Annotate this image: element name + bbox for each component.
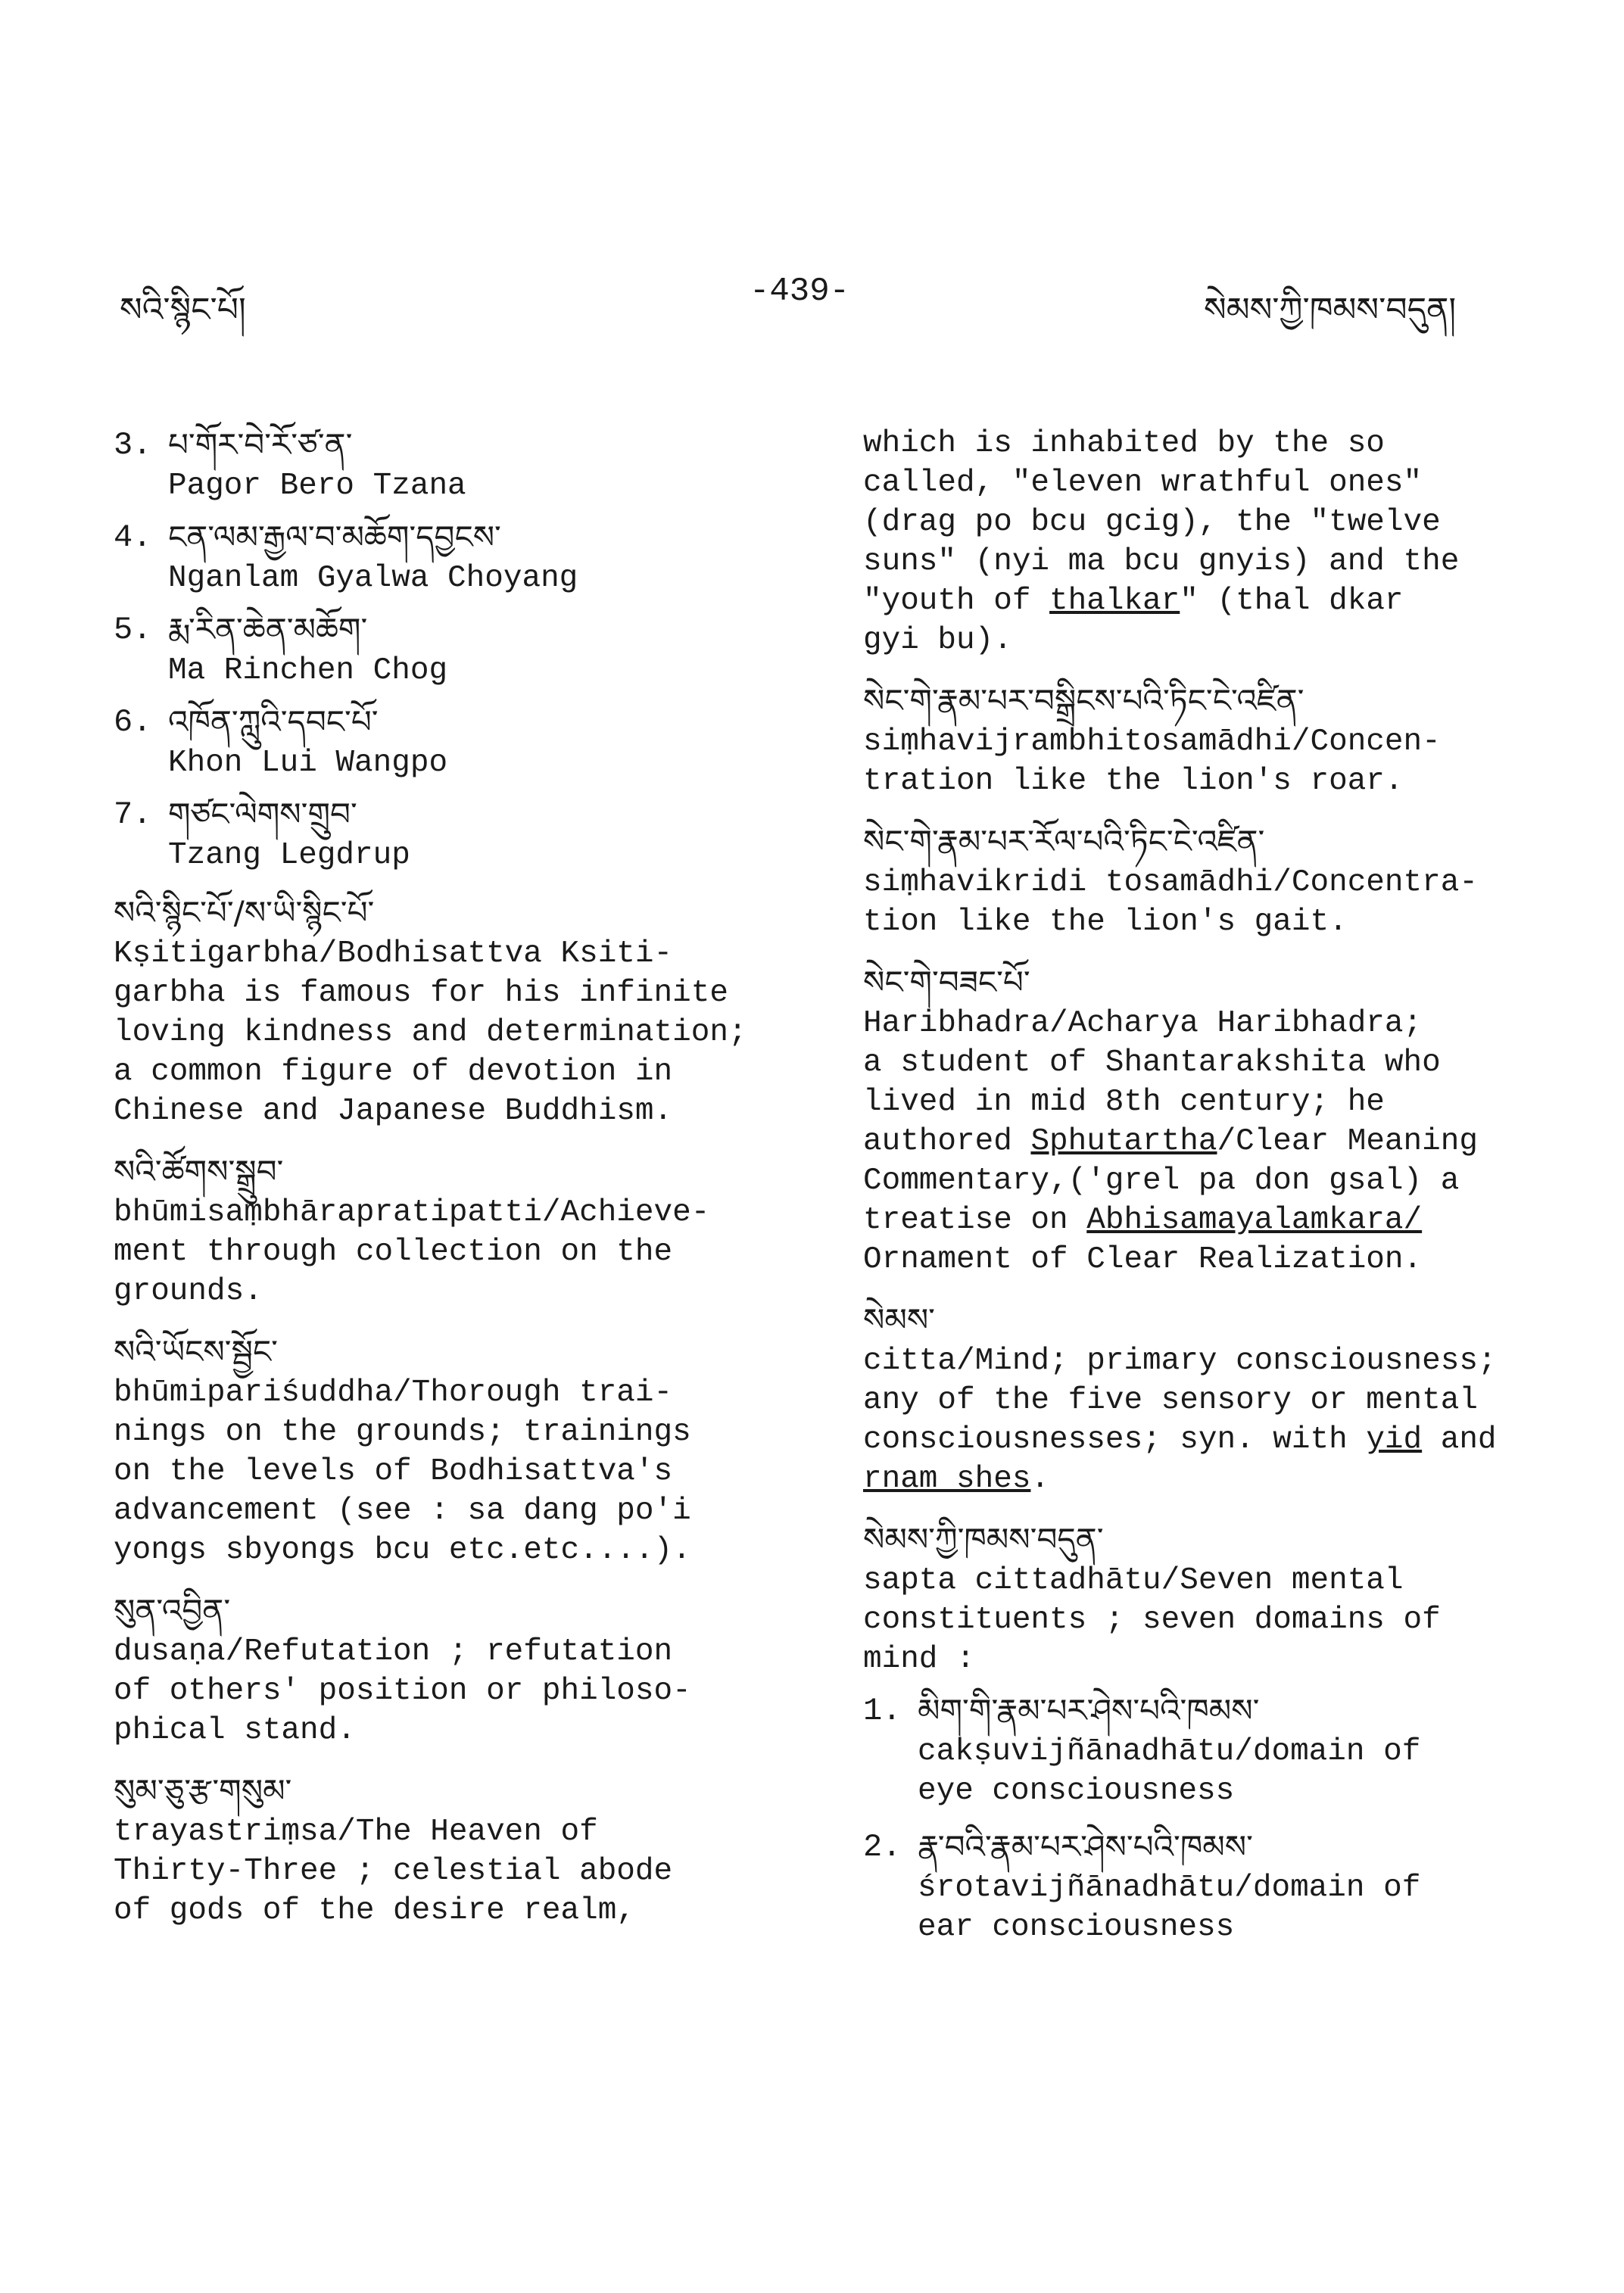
underlined-term: Sphutartha — [1030, 1124, 1217, 1159]
text-segment: " (thal dkar gyi bu). — [863, 584, 1404, 658]
continuation-text — [863, 424, 1529, 660]
definition: siṃhavikridi tosamādhi/Concentra- tion like the lion's gait. — [863, 865, 1478, 939]
underlined-term: rnam shes — [863, 1462, 1031, 1497]
english-name: Khon Lui Wangpo — [168, 746, 448, 780]
text-segment: and — [1440, 1422, 1497, 1457]
item-number: 1. — [863, 1693, 902, 1729]
left-column — [114, 424, 787, 1950]
glossary-entry — [863, 821, 1529, 942]
header-right-title: སེམས་ཀྱི་ཁམས་བདུན། — [1204, 291, 1457, 329]
glossary-entry — [114, 1151, 787, 1311]
definition: bhūmipariśuddha/Thorough trai- nings on the grounds; trainings on the levels of Bodhisattva's advancement (see : sa dang po'i yongs sbyongs bcu etc.etc....). — [114, 1375, 691, 1568]
tibetan-term: རྣ་བའི་རྣམ་པར་ཤེས་པའི་ཁམས་ — [918, 1828, 1253, 1865]
item-number: 3. — [114, 427, 152, 463]
text-segment: /Clear Meaning Commentary,('grel pa don gsal) a treatise on — [863, 1124, 1478, 1238]
tibetan-term: ངན་ལམ་རྒྱལ་བ་མཆོག་དབྱངས་ — [168, 519, 501, 556]
list-item — [863, 1690, 1529, 1811]
glossary-entry — [114, 1331, 787, 1570]
list-item — [114, 701, 787, 783]
item-number: 2. — [863, 1829, 902, 1865]
definition: trayastriṃsa/The Heaven of Thirty-Three ; celestial abode of gods of the desire realm, — [114, 1815, 673, 1928]
text-segment: which is inhabited by the so called, "eleven wrathful ones" (drag po bcu gcig), the "twelve suns" (nyi ma bcu gnyis) and the "youth of — [863, 426, 1460, 618]
glossary-entry — [863, 1299, 1529, 1499]
tibetan-term: པ་གོར་བེ་རོ་ཙ་ན་ — [168, 426, 353, 463]
tibetan-term: སུན་འབྱིན་ — [114, 1592, 231, 1629]
definition: dusaṇa/Refutation ; refutation of others' position or philoso- phical stand. — [114, 1634, 691, 1748]
text-segment: . — [1030, 1462, 1050, 1497]
right-column — [863, 424, 1529, 1947]
definition: siṃhavijrambhitosamādhi/Concen- tration like the lion's roar. — [863, 724, 1441, 799]
glossary-entry — [863, 680, 1529, 801]
underlined-term: thalkar — [1049, 584, 1180, 618]
tibetan-term: སེང་གེ་རྣམ་པར་བསྒྲིངས་པའི་ཏིང་ངེ་འཛིན་ — [863, 682, 1304, 719]
tibetan-term: སའི་ཡོངས་སྦྱོང་ — [114, 1333, 278, 1370]
item-number: 4. — [114, 519, 152, 556]
tibetan-term: སུམ་ཅུ་རྩ་གསུམ་ — [114, 1772, 292, 1809]
tibetan-term: འཁོན་ཀླུའི་དབང་པོ་ — [168, 703, 379, 740]
list-item — [114, 609, 787, 690]
english-name: Nganlam Gyalwa Choyang — [168, 561, 578, 596]
tibetan-term: སའི་ཚོགས་སྒྲུབ་ — [114, 1153, 284, 1190]
english-name: Ma Rinchen Chog — [168, 653, 448, 688]
definition: bhūmisaṃbhārapratipatti/Achieve- ment through collection on the grounds. — [114, 1195, 710, 1309]
glossary-entry — [114, 892, 787, 1131]
item-number: 7. — [114, 796, 152, 833]
definition: Kṣitigarbha/Bodhisattva Ksiti- garbha is famous for his infinite loving kindness and determination; a common figure of devotion in Chinese and Japanese Buddhism. — [114, 936, 747, 1129]
item-number: 6. — [114, 704, 152, 740]
definition: cakṣuvijñānadhātu/domain of eye consciousness — [918, 1734, 1421, 1809]
tibetan-term: རྨ་རིན་ཆེན་མཆོག་ — [168, 611, 368, 648]
tibetan-term: སེང་གེ་བཟང་པོ་ — [863, 964, 1030, 1001]
item-number: 5. — [114, 612, 152, 648]
list-item — [863, 1826, 1529, 1947]
text-segment: citta/Mind; primary consciousness; any of the five sensory or mental consciousnesses; syn. with — [863, 1344, 1497, 1457]
definition: śrotavijñānadhātu/domain of ear consciousness — [918, 1871, 1421, 1945]
text-segment: Haribhadra/Acharya Haribhadra; a student of Shantarakshita who lived in mid 8th century; he authored — [863, 1006, 1441, 1159]
list-item — [114, 516, 787, 598]
underlined-term: yid — [1366, 1422, 1423, 1457]
tibetan-term: སེམས་ཀྱི་ཁམས་བདུན་ — [863, 1521, 1104, 1558]
underlined-term: Abhisamayalamkara/ — [1086, 1203, 1423, 1238]
glossary-entry — [114, 1770, 787, 1930]
list-item — [114, 424, 787, 506]
text-segment: Ornament of Clear Realization. — [863, 1242, 1423, 1277]
tibetan-term: སའི་སྙིང་པོ་/ས་ཡི་སྙིང་པོ་ — [114, 894, 375, 931]
glossary-entry — [863, 1519, 1529, 1679]
list-item — [114, 793, 787, 875]
page-number: -439- — [750, 273, 850, 310]
tibetan-term: གཙང་ལེགས་གྲུབ་ — [168, 796, 357, 833]
tibetan-term: མིག་གི་རྣམ་པར་ཤེས་པའི་ཁམས་ — [918, 1692, 1260, 1729]
glossary-entry — [863, 961, 1529, 1279]
definition: sapta cittadhātu/Seven mental constituents ; seven domains of mind : — [863, 1563, 1441, 1677]
tibetan-term: སེམས་ — [863, 1301, 936, 1338]
header-left-title: སའི་སྙིང་པོ། — [120, 291, 246, 329]
tibetan-term: སེང་གེ་རྣམ་པར་རོལ་པའི་ཏིང་ངེ་འཛིན་ — [863, 823, 1265, 860]
english-name: Pagor Bero Tzana — [168, 469, 466, 503]
english-name: Tzang Legdrup — [168, 838, 410, 873]
glossary-entry — [114, 1590, 787, 1750]
